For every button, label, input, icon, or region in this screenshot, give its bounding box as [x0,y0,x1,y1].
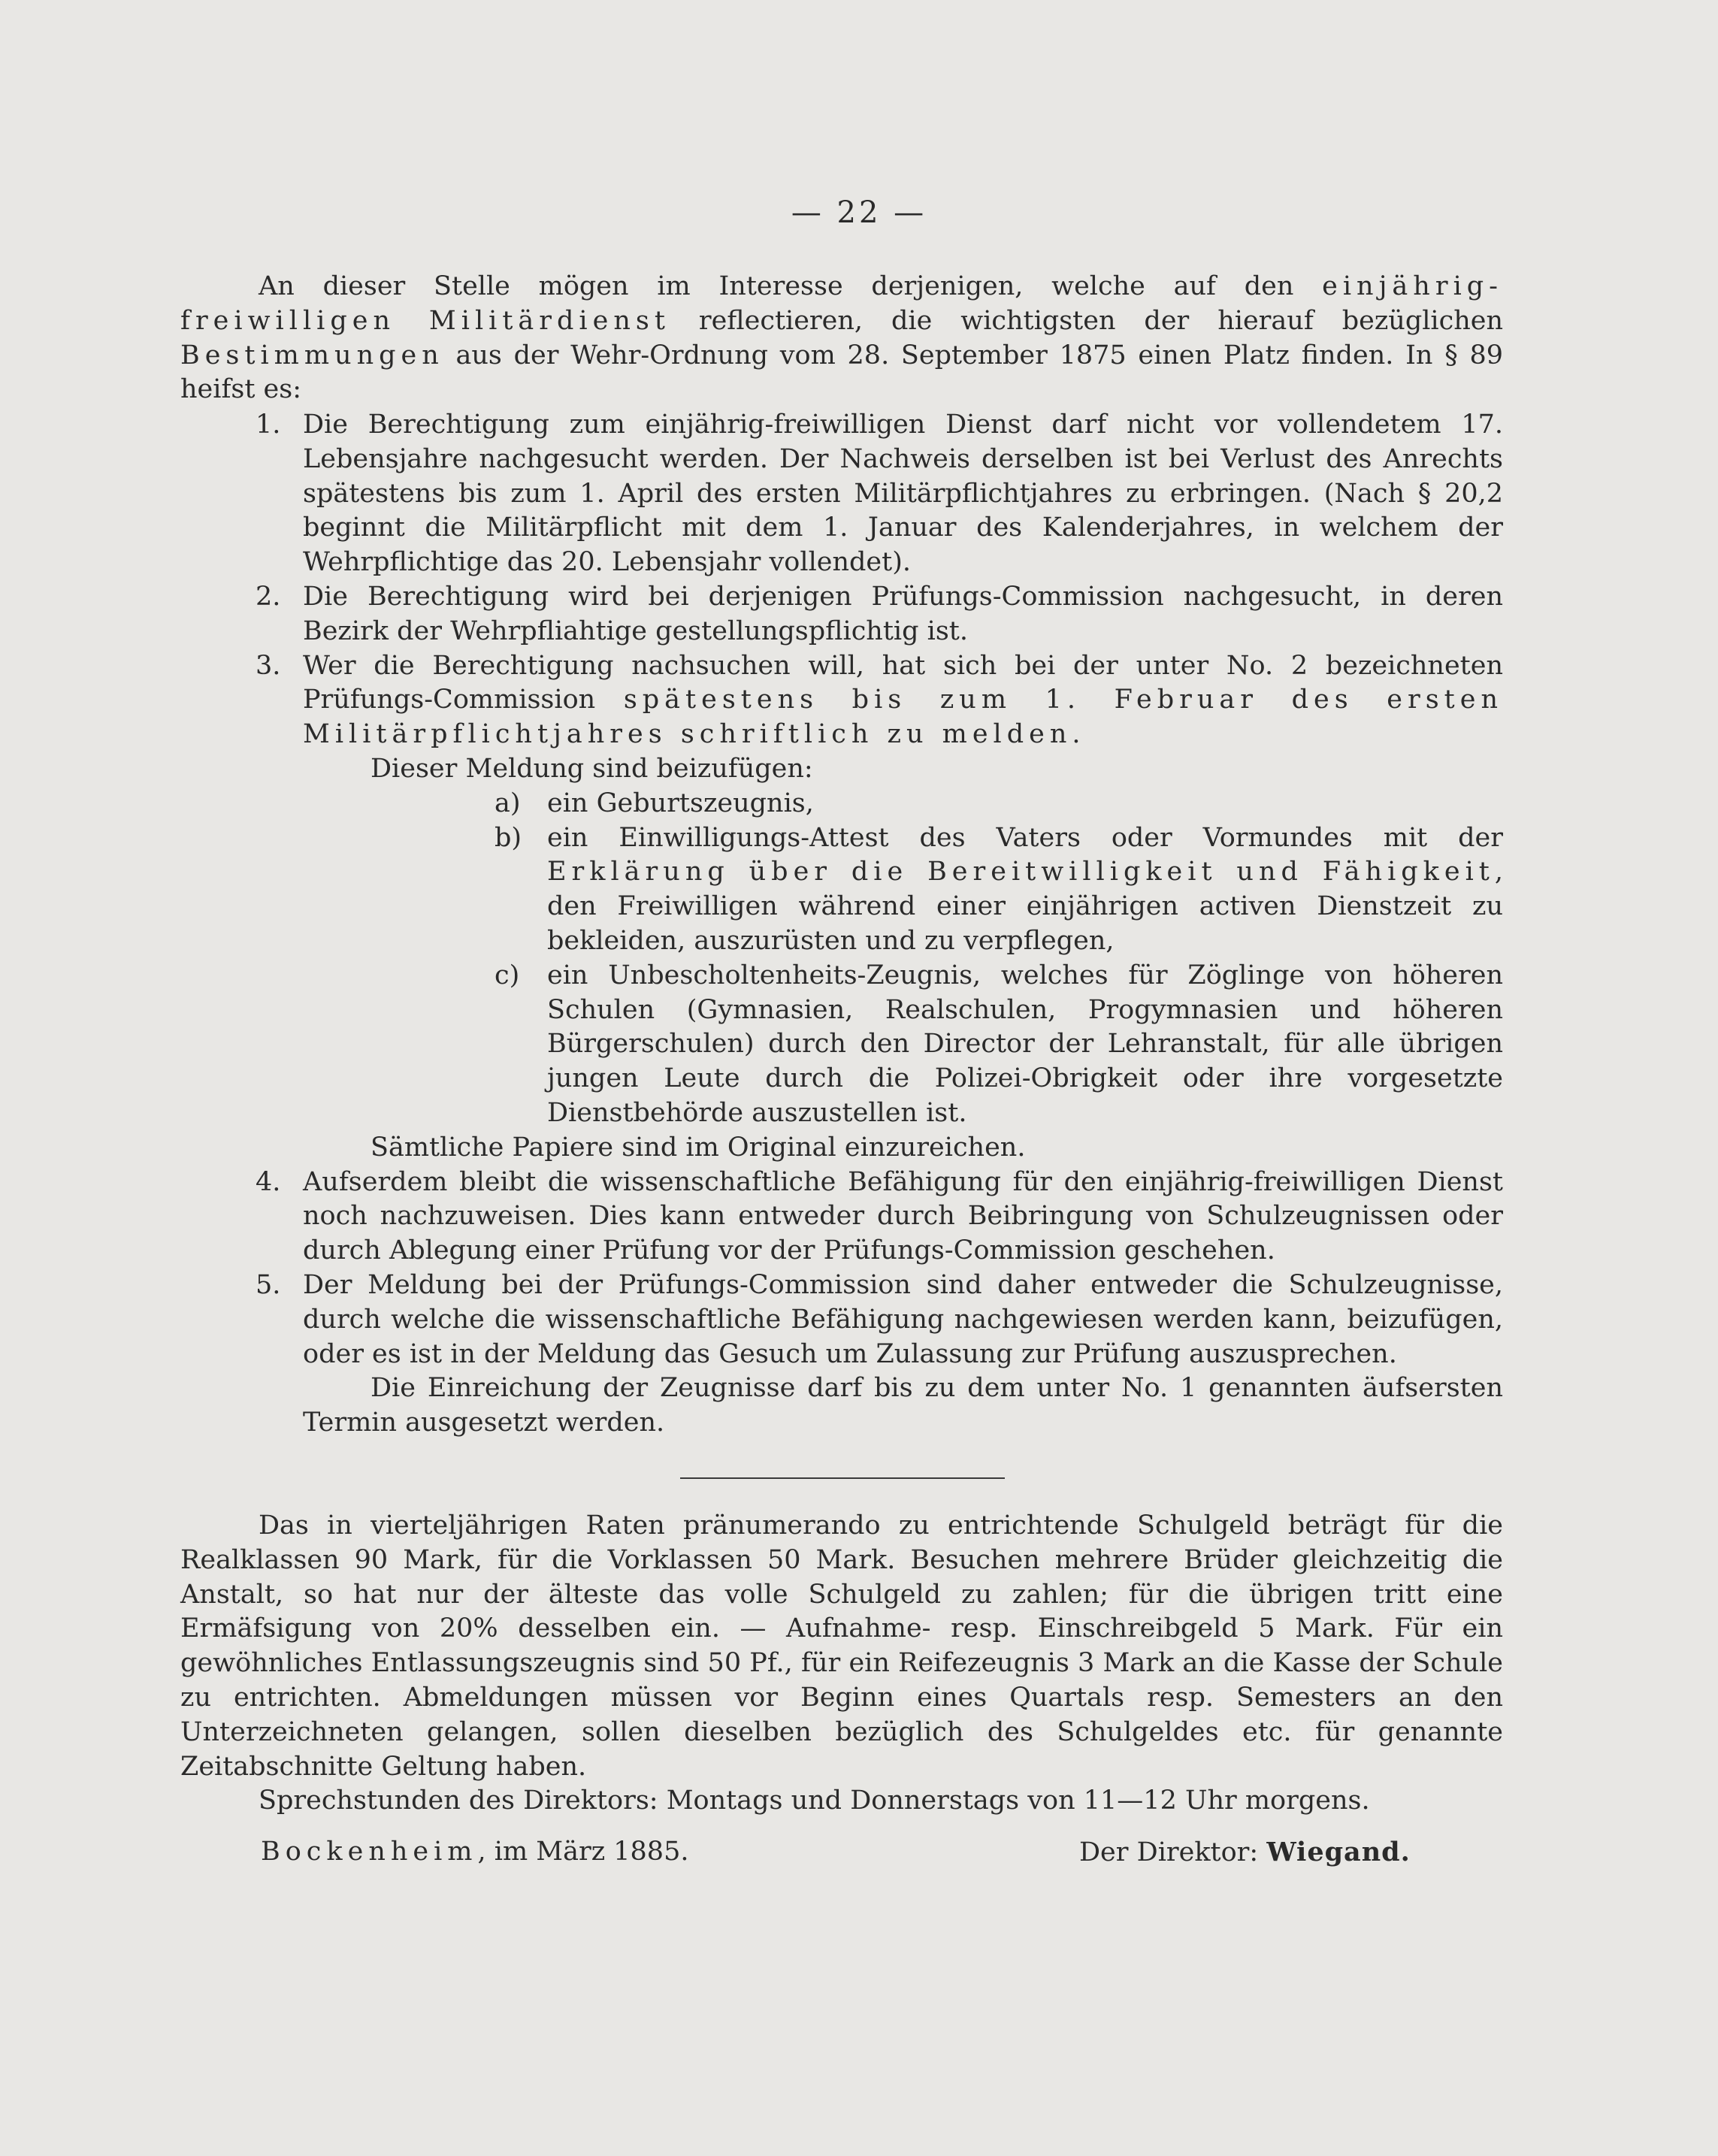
sub-text-part: , den Freiwilligen während einer einjährigen activen Dienstzeit zu bekleiden, auszurüsten und zu verpflegen, [547,857,1503,956]
item-closing: Sämtliche Papiere sind im Original einzureichen. [371,1132,1026,1163]
item-number: 4. [256,1166,281,1197]
item-text: Die Berechtigung wird bei derjenigen Prüfungs-Commission nachgesucht, in deren Bezirk der Wehrpfliahtige gestellungspflichtig ist. [303,581,1503,646]
sub-item [303,787,1503,821]
signature-title: Der Direktor: [1079,1837,1267,1867]
item-number: 5. [256,1269,281,1300]
office-hours: Sprechstunden des Direktors: Montags und Donnerstags von 11—12 Uhr morgens. [259,1786,1370,1816]
sub-letter: a) [495,788,521,818]
signature [1079,1835,1411,1870]
list-item [180,1166,1503,1269]
intro-emphasis: einjährig-freiwilligen Militärdienst [180,271,1503,336]
sub-text: ein Unbescholtenheits-Zeugnis, welches für Zöglinge von höheren Schulen (Gymnasien, Realschulen, Progymnasien und höheren Bürgerschulen) durch den Director der Lehranstalt, für alle übrigen jungen Leute durch die Polizei-Obrigkeit oder ihre vorgesetzte Dienstbehörde auszustellen ist. [547,960,1503,1128]
item-text: Die Berechtigung zum einjährig-freiwilligen Dienst darf nicht vor vollendetem 17. Lebensjahre nachgesucht werden. Der Nachweis derselben ist bei Verlust des Anrechts spätestens bis zum 1. April des ersten Militärpflichtjahres zu erbringen. (Nach § 20,2 beginnt die Militärpflicht mit dem 1. Januar des Kalenderjahres, in welchem der Wehrpflichtige das 20. Lebensjahr vollendet). [303,410,1503,578]
sub-emphasis: Erklärung über die Bereitwilligkeit und Fähigkeit [547,857,1495,887]
item-number: 3. [256,650,281,681]
sub-letter: b) [495,822,522,853]
page-number: — 22 — [791,195,927,230]
item-text: Aufserdem bleibt die wissenschaftliche Befähigung für den einjährig-freiwilligen Dienst noch nachzuweisen. Dies kann entweder durch Beibringung von Schulzeugnissen oder durch Ablegung einer Prüfung vor der Prüfungs-Commission geschehen. [303,1166,1503,1266]
list-item [180,649,1503,1166]
sub-letter: c) [495,960,520,990]
intro-emphasis: Bestimmungen [180,340,444,370]
sub-text [547,821,1503,959]
regulation-list [180,408,1503,1441]
intro-text: aus der Wehr-Ordnung vom 28. September 1875 einen Platz finden. In § 89 heifst es: [180,340,1503,405]
attachment-intro: Dieser Meldung sind beizufügen: [371,753,813,784]
sub-text-part: ein Einwilligungs-Attest des Vaters oder Vormundes mit der [547,822,1503,853]
list-item [180,1269,1503,1441]
item-closing: Die Einreichung der Zeugnisse darf bis zu dem unter No. 1 genannten äufsersten Termin ausgesetzt werden. [303,1373,1503,1438]
place-date [261,1835,688,1870]
item-number: 2. [256,581,281,612]
fee-paragraph: Das in vierteljährigen Raten pränumerando zu entrichtende Schulgeld beträgt für die Realklassen 90 Mark, für die Vorklassen 50 Mark. Besuchen mehrere Brüder gleichzeitig die Anstalt, so hat nur der älteste das volle Schulgeld zu zahlen; für die übrigen tritt eine Ermäfsigung von 20% desselben ein. — Aufnahme- resp. Einschreibgeld 5 Mark. Für ein gewöhnliches Entlassungszeugnis sind 50 Pf., für ein Reifezeugnis 3 Mark an die Kasse der Schule zu entrichten. Abmeldungen müssen vor Beginn eines Quartals resp. Semesters an den Unterzeichneten gelangen, sollen dieselben bezüglich des Schulgeldes etc. für genannte Zeitabschnitte Geltung haben. [180,1510,1503,1782]
divider-line [680,1477,1005,1479]
date: , im März 1885. [477,1837,689,1867]
sub-item [303,959,1503,1131]
list-item [180,580,1503,649]
signature-name: Wiegand. [1266,1837,1411,1867]
list-item [180,408,1503,580]
item-number: 1. [256,410,281,440]
item-text [303,649,1503,752]
fee-section [180,1509,1503,1819]
place: Bockenheim [261,1837,478,1867]
intro-text: reflectieren, die wichtigsten der hierauf bezüglichen [670,305,1504,336]
intro-paragraph [180,270,1503,407]
item-emphasis: spätestens bis zum 1. Februar des ersten Militärpflichtjahres schriftlich zu melden. [303,685,1503,750]
item-text: Der Meldung bei der Prüfungs-Commission sind daher entweder die Schulzeugnisse, durch welche die wissenschaftliche Befähigung nachgewiesen werden kann, beizufügen, oder es ist in der Meldung das Gesuch um Zulassung zur Prüfung auszusprechen. [303,1269,1503,1369]
intro-text: An dieser Stelle mögen im Interesse derjenigen, welche auf den [259,271,1323,301]
sub-item [303,821,1503,959]
sub-text: ein Geburtszeugnis, [547,788,814,818]
item-text-part: Wer die Berechtigung nachsuchen will, hat sich bei der unter No. 2 bezeichneten Prüfungs-Commission [303,650,1503,715]
